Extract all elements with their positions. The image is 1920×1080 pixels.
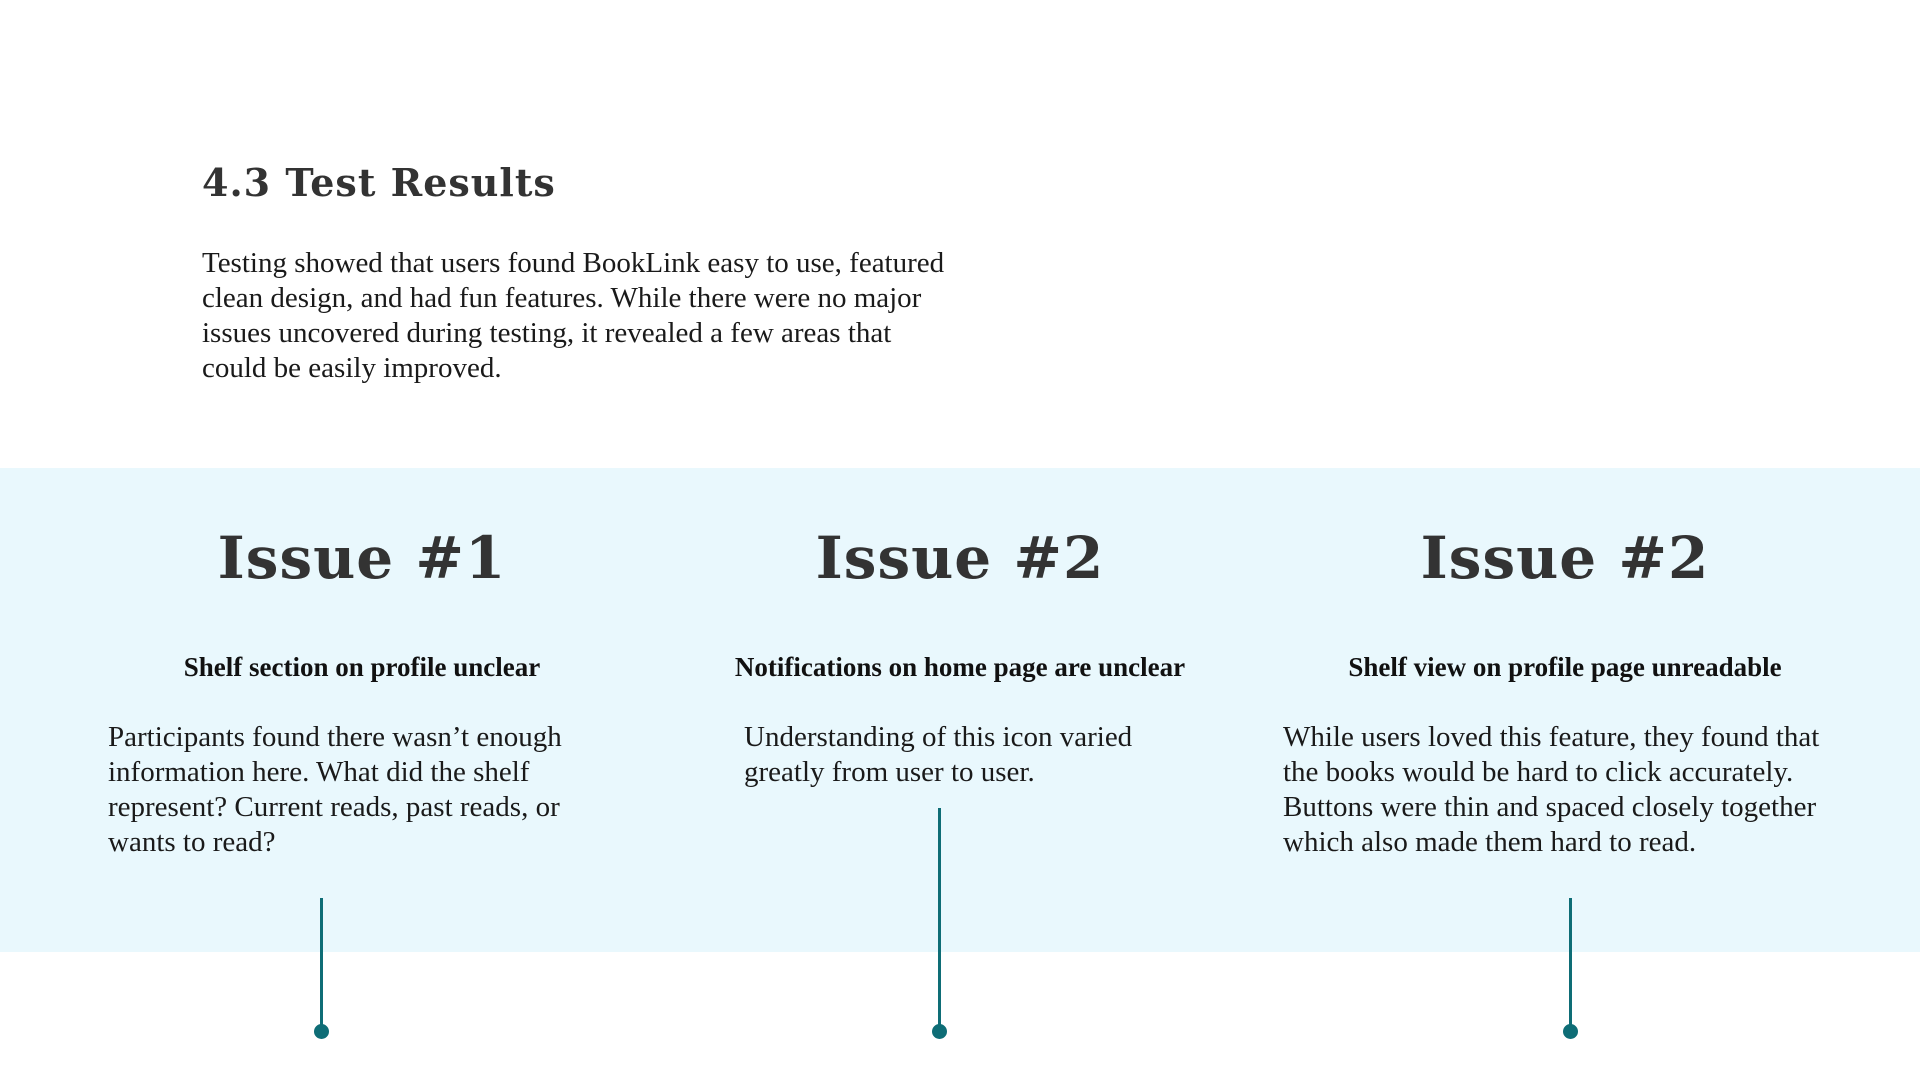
callout-line	[1569, 898, 1572, 1031]
callout-line	[938, 808, 941, 1031]
issue-title: Shelf view on profile page unreadable	[1348, 652, 1782, 682]
issue-heading: Issue #1	[217, 524, 507, 592]
callout-pin-1	[314, 898, 330, 914]
issue-heading: Issue #2	[1420, 524, 1710, 592]
issue-description: Understanding of this icon varied greatly from user to user.	[744, 721, 1133, 788]
intro-paragraph: Testing showed that users found BookLink easy to use, featured clean design, and had fun features. While there were no major issues uncovered during testing, it revealed a few areas that could be easily improved.	[202, 247, 945, 384]
issue-description: Participants found there wasn’t enough information here. What did the shelf represent? Current reads, past reads, or wants to read?	[108, 721, 562, 858]
issue-title: Notifications on home page are unclear	[734, 652, 1186, 682]
callout-line	[320, 898, 323, 1031]
callout-dot-icon	[314, 1024, 329, 1039]
issue-title: Shelf section on profile unclear	[183, 652, 541, 682]
page-title: 4.3 Test Results	[202, 160, 556, 205]
callout-dot-icon	[1563, 1024, 1578, 1039]
issue-description: While users loved this feature, they found that the books would be hard to click accurately. Buttons were thin and spaced closely together which also made them hard to read.	[1283, 721, 1820, 858]
callout-pin-2	[932, 808, 948, 824]
issue-heading: Issue #2	[815, 524, 1105, 592]
callout-dot-icon	[932, 1024, 947, 1039]
callout-pin-3	[1563, 898, 1579, 914]
